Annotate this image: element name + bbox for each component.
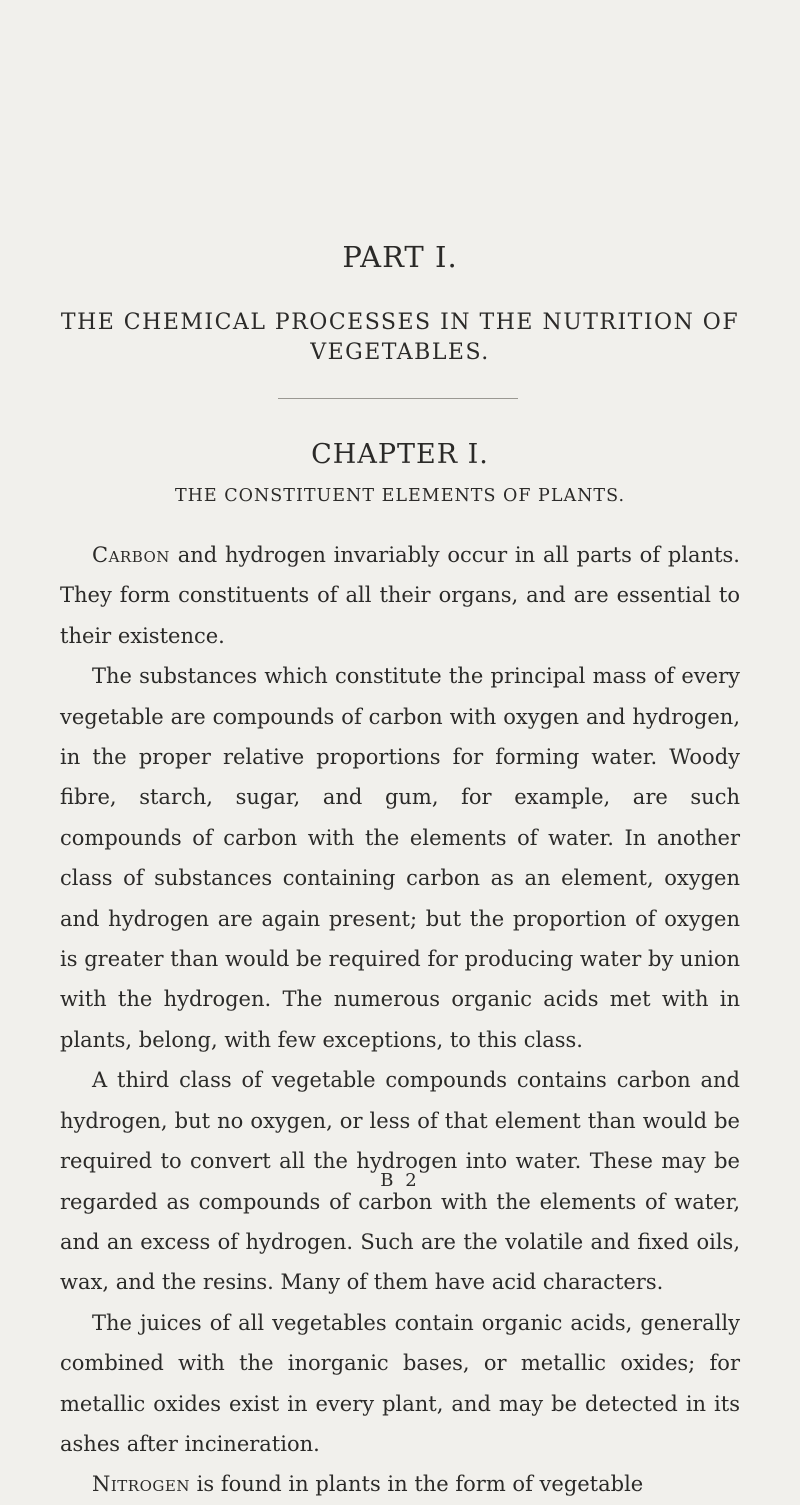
paragraph (60, 535, 740, 656)
part-title: PART I. (342, 240, 458, 274)
main-title-line-1: THE CHEMICAL PROCESSES IN THE NUTRITION OF (60, 310, 740, 335)
signature-mark: B 2 (380, 1170, 420, 1191)
main-title-line-2: VEGETABLES. (310, 340, 490, 365)
paragraph-text: The substances which constitute the principal mass of every vegetable are compounds of carbon with oxygen and hydrogen, in the proper relative proportions for forming water. Woody fibre, starch, sugar, and gum, for example, are such compounds of carbon with the elements of water. In another class of substances containing carbon as an element, oxygen and hydrogen are again present; but the proportion of oxygen is greater than would be required for producing water by union with the hydrogen. The numerous organic acids met with in plants, belong, with few exceptions, to this class. (60, 664, 740, 1052)
paragraph (60, 1303, 740, 1465)
paragraph-text: and hydrogen invariably occur in all parts of plants. They form constituents of all their organs, and are essential to their existence. (60, 543, 740, 648)
paragraph (60, 1464, 740, 1504)
lead-word: Carbon (92, 543, 170, 567)
main-title (0, 308, 800, 368)
paragraph (60, 656, 740, 1060)
chapter-title: CHAPTER I. (311, 439, 489, 470)
body-text (60, 535, 740, 1505)
section-divider (278, 398, 518, 399)
paragraph-text: The juices of all vegetables contain organic acids, generally combined with the inorganic bases, or metallic oxides; for metallic oxides exist in every plant, and may be detected in its ashes after incineration. (60, 1310, 740, 1456)
lead-word: Nitrogen (92, 1472, 190, 1497)
chapter-subtitle: THE CONSTITUENT ELEMENTS OF PLANTS. (174, 486, 626, 506)
paragraph-text: A third class of vegetable compounds contains carbon and hydrogen, but no oxygen, or less of that element than would be required to convert all the hydrogen into water. These may be regarded as compounds of carbon with the elements of water, and an excess of hydrogen. Such are the volatile and fixed oils, wax, and the resins. Many of them have acid characters. (60, 1068, 740, 1295)
paragraph-text: is found in plants in the form of vegetable (189, 1472, 644, 1497)
